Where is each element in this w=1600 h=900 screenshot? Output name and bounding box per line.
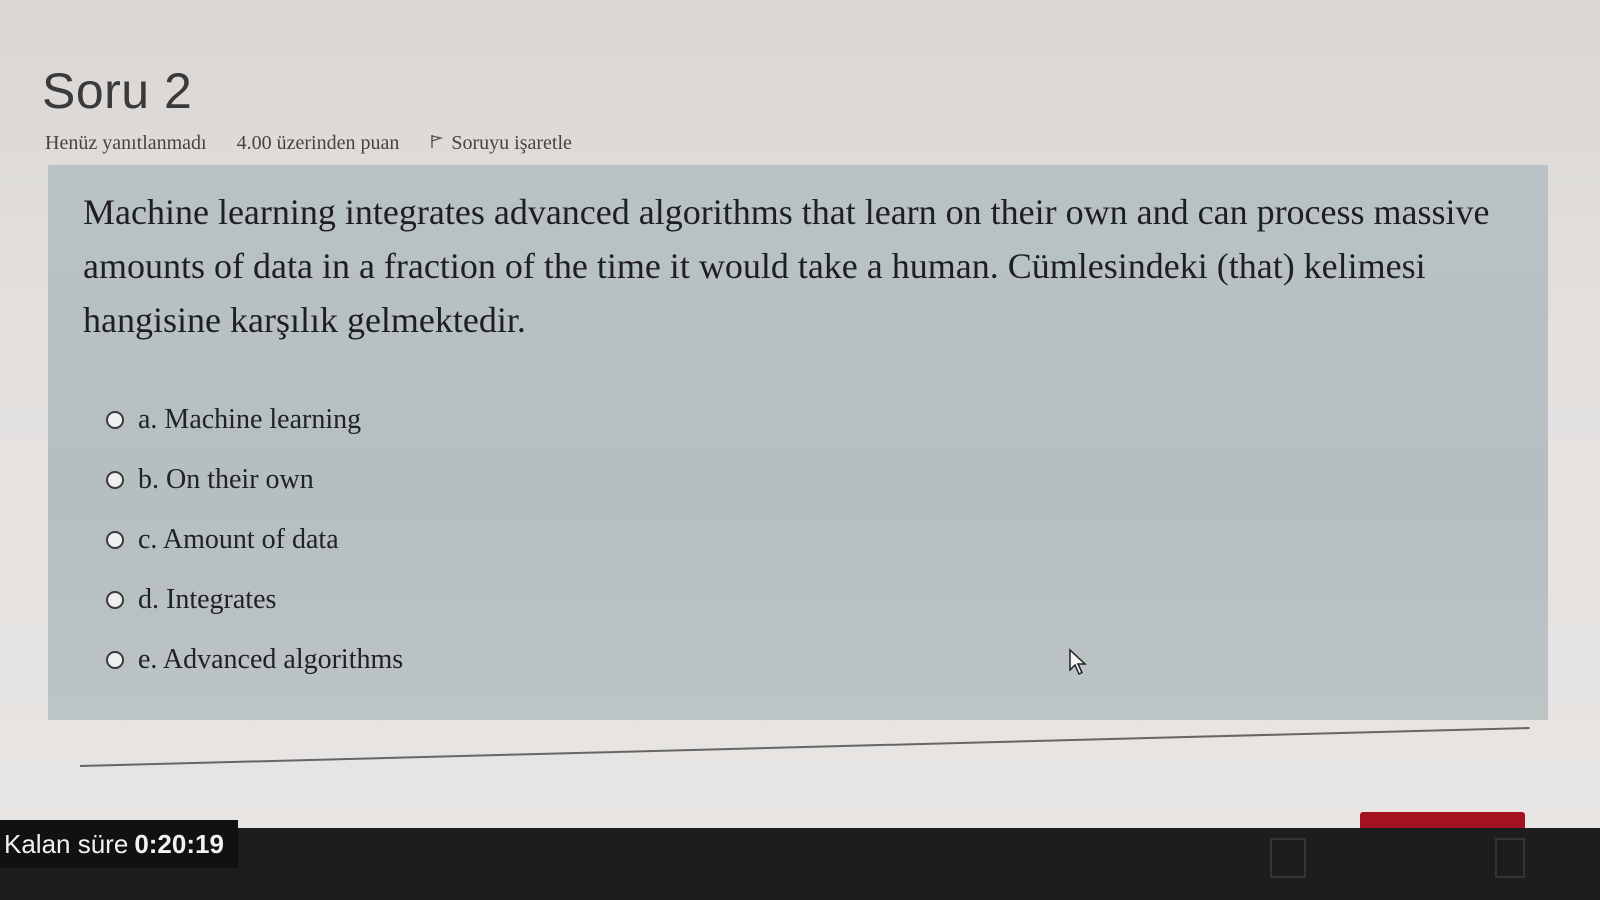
time-remaining bbox=[0, 820, 238, 868]
option-e[interactable] bbox=[106, 630, 403, 690]
radio-button[interactable] bbox=[106, 471, 124, 489]
radio-button[interactable] bbox=[106, 591, 124, 609]
page-title: Soru 2 bbox=[42, 63, 193, 119]
option-label: a. Machine learning bbox=[138, 404, 362, 435]
question-points: 4.00 üzerinden puan bbox=[236, 132, 400, 154]
taskbar-item bbox=[1495, 838, 1525, 878]
bottom-bar bbox=[0, 828, 1600, 900]
radio-button[interactable] bbox=[106, 411, 124, 429]
option-label: d. Integrates bbox=[138, 584, 277, 615]
radio-button[interactable] bbox=[106, 651, 124, 669]
option-label: b. On their own bbox=[138, 464, 314, 495]
option-a[interactable] bbox=[106, 390, 403, 450]
divider bbox=[80, 727, 1530, 767]
mouse-cursor-icon bbox=[1068, 648, 1088, 676]
option-label: e. Advanced algorithms bbox=[138, 644, 404, 675]
option-b[interactable] bbox=[106, 450, 403, 510]
option-label: c. Amount of data bbox=[138, 524, 339, 555]
radio-button[interactable] bbox=[106, 531, 124, 549]
question-meta bbox=[45, 132, 572, 155]
option-c[interactable] bbox=[106, 510, 403, 570]
question-text: Machine learning integrates advanced algorithms that learn on their own and can process massive amounts of data in a fraction of the time it would take a human. Cümlesindeki (that) kelimesi hangisine karşılık gelmektedir. bbox=[83, 192, 1490, 340]
timer-value: 0:20:19 bbox=[134, 828, 224, 859]
taskbar-item bbox=[1270, 838, 1306, 878]
timer-label: Kalan süre bbox=[4, 828, 129, 859]
question-status: Henüz yanıtlanmadı bbox=[45, 132, 207, 154]
flag-label: Soruyu işaretle bbox=[451, 132, 572, 154]
answer-options bbox=[106, 390, 403, 690]
flag-icon bbox=[429, 132, 445, 155]
question-box bbox=[48, 165, 1548, 720]
flag-question-link[interactable] bbox=[429, 132, 572, 155]
option-d[interactable] bbox=[106, 570, 403, 630]
